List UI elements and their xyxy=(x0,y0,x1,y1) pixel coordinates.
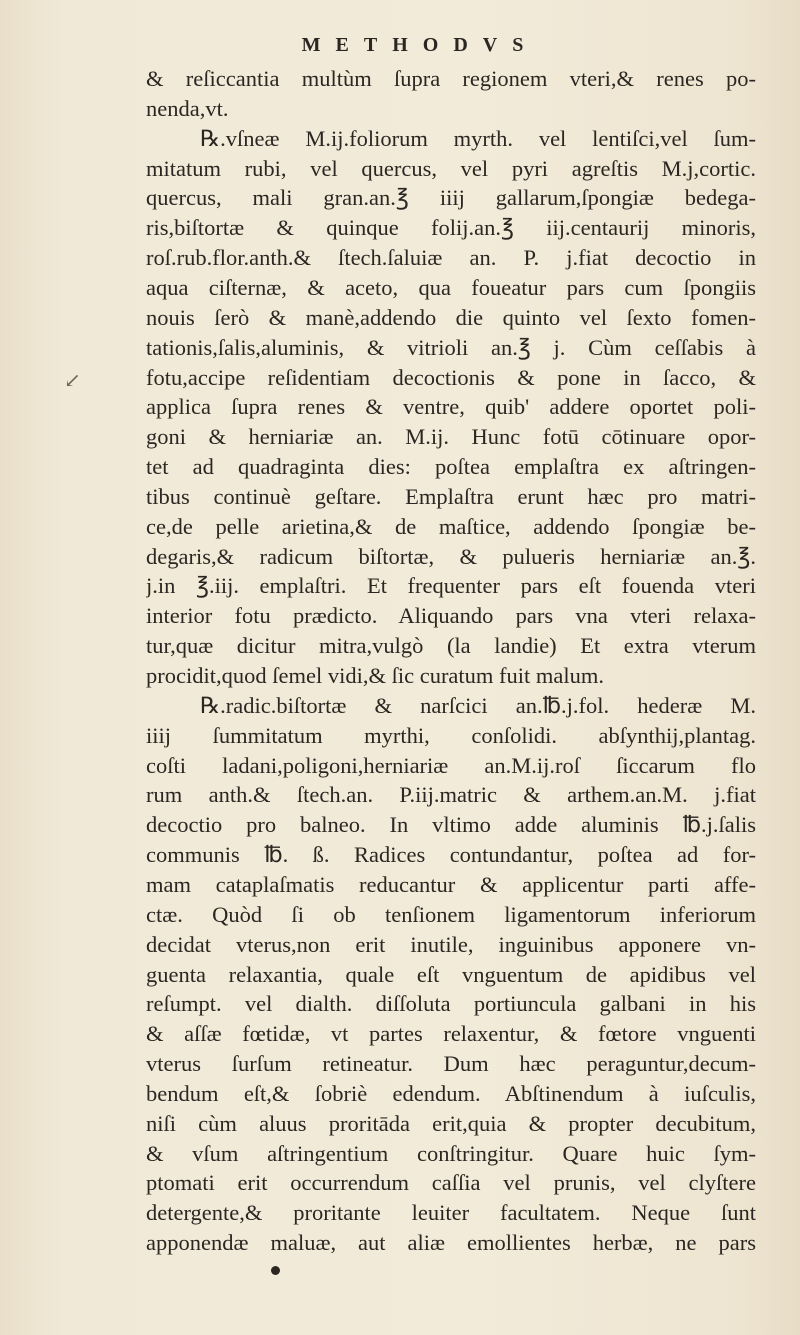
text-line: ce,de pelle arietina,& de maſtice, addendo ſpongiæ be- xyxy=(146,513,756,539)
text-line: nouis ſerò & manè,addendo die quinto vel ſexto fomen- xyxy=(146,304,756,330)
text-line: & reſiccantia multùm ſupra regionem vteri,& renes po- xyxy=(146,66,756,91)
running-header: METHODVS xyxy=(301,34,539,56)
text-line: ptomati erit occurrendum caſſia vel prunis, vel clyſtere xyxy=(146,1170,756,1196)
text-line: ℞.vſneæ M.ij.foliorum myrth. vel lentiſci,vel ſum- xyxy=(200,125,756,151)
text-line: coſti ladani,poligoni,herniariæ an.M.ij.roſ ſiccarum flo xyxy=(146,752,756,778)
text-line: tibus continuè geſtare. Emplaſtra erunt hæc pro matri- xyxy=(146,483,756,509)
text-line: reſumpt. vel dialth. diſſoluta portiuncula galbani in his xyxy=(146,991,756,1017)
text-line: detergente,& proritante leuiter facultatem. Neque ſunt xyxy=(146,1200,756,1226)
text-line: decidat vterus,non erit inutile, inguinibus apponere vn- xyxy=(146,931,756,957)
text-line: tationis,ſalis,aluminis, & vitrioli an.℥ j. Cùm ceſſabis à xyxy=(146,334,756,360)
text-line: vterus ſurſum retineatur. Dum hæc peraguntur,decum- xyxy=(146,1051,756,1077)
text-line: ris,biſtortæ & quinque folij.an.℥ iij.centaurij minoris, xyxy=(146,215,756,241)
text-line: & vſum aſtringentium conſtringitur. Quare huic ſym- xyxy=(146,1140,756,1166)
text-line: ℞.radic.biſtortæ & narſcici an.℔.j.fol. hederæ M. xyxy=(200,692,756,718)
ink-dot xyxy=(271,1266,280,1275)
text-line: goni & herniariæ an. M.ij. Hunc fotū cōtinuare opor- xyxy=(146,424,756,450)
text-line: communis ℔. ß. Radices contundantur, poſtea ad for- xyxy=(146,842,756,868)
text-line: niſi cùm aluus proritāda erit,quia & propter decubitum, xyxy=(146,1110,756,1136)
text-line: quercus, mali gran.an.℥ iiij gallarum,ſpongiæ bedega- xyxy=(146,185,756,211)
text-line: nenda,vt. xyxy=(146,95,229,121)
text-line: decoctio pro balneo. In vltimo adde aluminis ℔.j.ſalis xyxy=(146,812,756,838)
text-line: guenta relaxantia, quale eſt vnguentum de apidibus vel xyxy=(146,961,756,987)
text-line: mitatum rubi, vel quercus, vel pyri agreſtis M.j,cortic. xyxy=(146,155,756,181)
text-line: & aſſæ fœtidæ, vt partes relaxentur, & fœtore vnguenti xyxy=(146,1021,756,1047)
text-line: procidit,quod ſemel vidi,& ſic curatum fuit malum. xyxy=(146,663,605,688)
text-line: tur,quæ dicitur mitra,vulgò (la landie) Et extra vterum xyxy=(146,633,756,659)
text-line: j.in ℥.iij. emplaſtri. Et frequenter pars eſt fouenda vteri xyxy=(146,573,756,599)
text-line: ctæ. Quòd ſi ob tenſionem ligamentorum inferiorum xyxy=(146,901,756,927)
text-line: interior fotu prædicto. Aliquando pars vna vteri relaxa- xyxy=(146,603,756,629)
text-line: applica ſupra renes & ventre, quib' addere oportet poli- xyxy=(146,394,756,420)
text-line: aqua ciſternæ, & aceto, qua foueatur pars cum ſpongiis xyxy=(146,274,756,300)
text-line: iiij ſummitatum myrthi, conſolidi. abſynthij,plantag. xyxy=(146,722,756,748)
text-line: tet ad quadraginta dies: poſtea emplaſtra ex aſtringen- xyxy=(146,454,756,480)
text-line: apponendæ maluæ, aut aliæ emollientes herbæ, ne pars xyxy=(146,1230,756,1256)
text-line: fotu,accipe reſidentiam decoctionis & pone in ſacco, & xyxy=(146,364,756,390)
text-line: roſ.rub.flor.anth.& ſtech.ſaluiæ an. P. j.fiat decoctio in xyxy=(146,245,756,271)
text-line: degaris,& radicum biſtortæ, & pulueris herniariæ an.℥. xyxy=(146,543,756,569)
text-line: rum anth.& ſtech.an. P.iij.matric & arthem.an.M. j.fiat xyxy=(146,782,756,808)
text-line: bendum eſt,& ſobriè edendum. Abſtinendum à iuſculis, xyxy=(146,1080,756,1106)
text-line: mam cataplaſmatis reducantur & applicentur parti affe- xyxy=(146,871,756,897)
margin-mark: ↙ xyxy=(64,370,81,392)
